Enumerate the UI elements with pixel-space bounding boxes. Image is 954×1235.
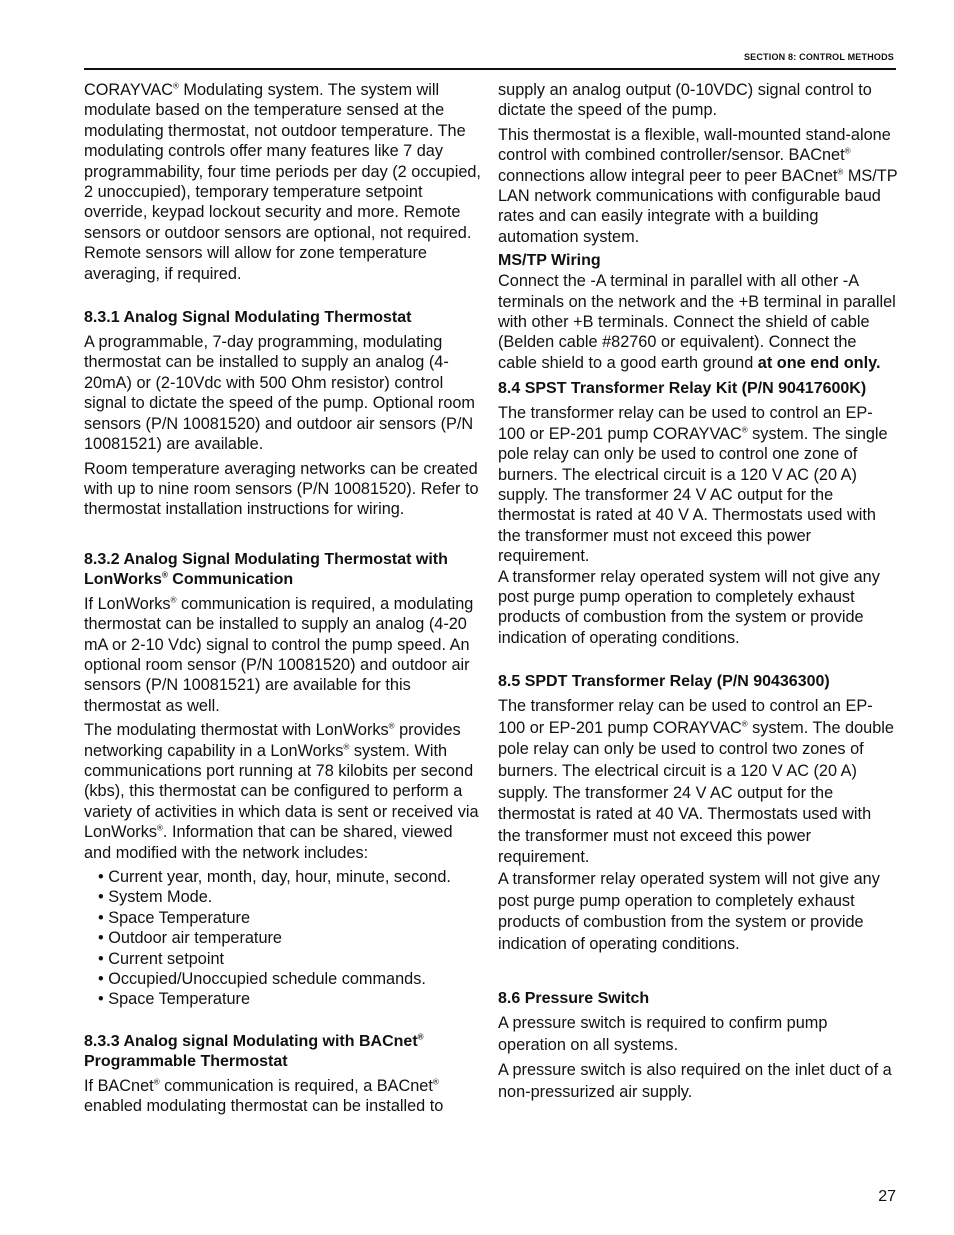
paragraph-8-3-1-b: Room temperature averaging networks can be created with up to nine room sensors (P/N 10081520). Refer to thermostat installation instructions for wiring. xyxy=(84,459,479,519)
bacnet-paragraph: This thermostat is a flexible, wall-mounted stand-alone control with combined controller/sensor. BACnet® connections allow integral peer to peer BACnet® MS/TP LAN network communications with configurable baud rates and can easily integrate with a building automation system. xyxy=(498,125,898,246)
paragraph-8-6-b: A pressure switch is also required on the inlet duct of a non-pressurized air supply. xyxy=(498,1061,892,1102)
list-item: • Space Temperature xyxy=(98,990,251,1009)
heading-8-3-3: 8.3.3 Analog signal Modulating with BACnet® Programmable Thermostat xyxy=(84,1032,424,1070)
header-rule xyxy=(84,68,896,70)
left-column xyxy=(84,80,484,1121)
paragraph-8-6-a: A pressure switch is required to confirm pump operation on all systems. xyxy=(498,1014,828,1054)
heading-8-5: 8.5 SPDT Transformer Relay (P/N 90436300) xyxy=(498,673,830,691)
paragraph-8-3-3: If BACnet® communication is required, a BACnet® enabled modulating thermostat can be installed to xyxy=(84,1076,444,1116)
right-column xyxy=(498,80,898,1108)
list-item: • Space Temperature xyxy=(98,908,251,927)
heading-8-3-1: 8.3.1 Analog Signal Modulating Thermostat xyxy=(84,309,412,327)
paragraph-8-3-2-b: The modulating thermostat with LonWorks® provides networking capability in a LonWorks® system. With communications port running at 78 kilobits per second (kbs), this thermostat can be configured to perform a variety of activities in which data is sent or received via LonWorks®. Information that can be shared, viewed and modified with the network includes: xyxy=(84,721,479,862)
heading-8-6: 8.6 Pressure Switch xyxy=(498,990,650,1008)
paragraph-8-4-a: The transformer relay can be used to control an EP-100 or EP-201 pump CORAYVAC® system. The single pole relay can only be used to control one zone of burners. The electrical circuit is a 120 V AC (20 A) supply. The transformer 24 V AC output for the thermostat is rated at 40 V A. Thermostats used with the transformer must not exceed this power requirement. xyxy=(498,404,888,566)
mstp-text: Connect the -A terminal in parallel with all other -A terminals on the network and the +B terminal in parallel with other +B terminals. Connect the shield of cable (Belden cable #82760 or equivalent). Connect the cable shield to a good earth ground xyxy=(498,272,896,372)
paragraph-8-4-b: A transformer relay operated system will not give any post purge pump operation to completely exhaust products of combustion from the system or provide indication of operating conditions. xyxy=(498,567,880,647)
paragraph-8-5-a: The transformer relay can be used to control an EP-100 or EP-201 pump CORAYVAC® system. The double pole relay can only be used to control two zones of burners. The electrical circuit is a 120 V AC (20 A) supply. The transformer 24 V AC output for the thermostat is rated at 40 VA. Thermostats used with the transformer must not exceed this power requirement. xyxy=(498,697,894,867)
mstp-heading: MS/TP Wiring xyxy=(498,252,601,270)
heading-8-3-2: 8.3.2 Analog Signal Modulating Thermostat with LonWorks® Communication xyxy=(84,550,448,588)
mstp-paragraph xyxy=(498,271,898,373)
list-item: • Outdoor air temperature xyxy=(98,929,282,948)
list-item: • Current year, month, day, hour, minute, second. xyxy=(98,868,451,886)
mstp-bold-text: at one end only. xyxy=(757,353,881,372)
list-item: • Occupied/Unoccupied schedule commands. xyxy=(98,970,426,989)
network-info-list xyxy=(84,867,484,1010)
page-number: 27 xyxy=(878,1188,896,1205)
paragraph-8-3-1-a: A programmable, 7-day programming, modulating thermostat can be installed to supply an analog (4-20mA) or (2-10Vdc with 500 Ohm resistor) control signal to dictate the speed of the pump. Optional room sensors (P/N 10081520) and outdoor air sensors (P/N 10081521) are available. xyxy=(84,333,475,454)
paragraph-8-3-2-a: If LonWorks® communication is required, a modulating thermostat can be installed to supply an analog (4-20 mA or 2-10 Vdc) signal to control the pump speed. An optional room sensor (P/N 10081520) and outdoor air sensors (P/N 10081521) are available for this thermostat as well. xyxy=(84,594,474,715)
heading-8-4: 8.4 SPST Transformer Relay Kit (P/N 90417600K) xyxy=(498,380,867,398)
list-item: • Current setpoint xyxy=(98,949,225,968)
section-header: SECTION 8: CONTROL METHODS xyxy=(743,52,894,62)
list-item: • System Mode. xyxy=(98,888,213,907)
continued-paragraph: supply an analog output (0-10VDC) signal control to dictate the speed of the pump. xyxy=(498,81,872,120)
intro-paragraph: CORAYVAC® Modulating system. The system will modulate based on the temperature sensed at the modulating thermostat, not outdoor temperature. The modulating controls offer many features like 7 day programmability, four time periods per day (2 occupied, 2 unoccupied), temporary temperature setpoint override, keypad lockout security and more. Remote sensors or outdoor sensors are optional, not required. Remote sensors will allow for zone temperature averaging, if required. xyxy=(84,81,481,283)
paragraph-8-5-b: A transformer relay operated system will not give any post purge pump operation to completely exhaust products of combustion from the system or provide indication of operating conditions. xyxy=(498,869,880,953)
